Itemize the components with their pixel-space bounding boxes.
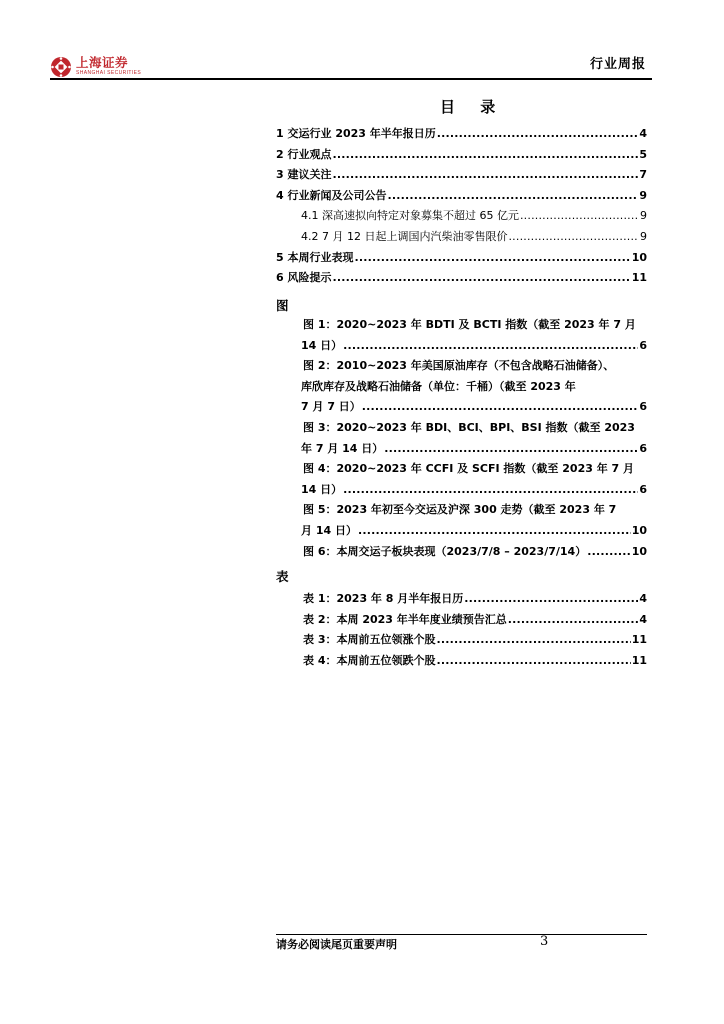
toc-subentry[interactable]	[276, 206, 647, 227]
toc-entry-page: 11	[631, 271, 647, 285]
toc-figures	[276, 315, 647, 562]
disclaimer-note: 请务必阅读尾页重要声明	[276, 938, 397, 951]
table-entry-title: 表 1：2023 年 8 月半年报日历	[303, 592, 464, 605]
figure-entry-page: 6	[639, 482, 647, 496]
toc-entry-page: 5	[639, 147, 647, 161]
figure-entry-title-cont: 14 日）	[301, 482, 343, 496]
figure-entry-title: 图 3：2020~2023 年 BDI、BCI、BPI、BSI 指数（截至 2023	[303, 420, 635, 434]
table-entry-page: 11	[631, 633, 647, 647]
figure-entry-page: 6	[639, 400, 647, 414]
toc-entry[interactable]	[276, 186, 647, 207]
table-entry-page: 4	[639, 612, 647, 626]
toc-entry-label: 4 行业新闻及公司公告	[276, 188, 387, 202]
toc-entry-label: 6 风险提示	[276, 271, 332, 285]
page-header	[50, 50, 652, 80]
figure-entry-page: 10	[631, 544, 647, 558]
toc-entry[interactable]	[276, 165, 647, 186]
table-entry-title: 表 2：本周 2023 年半年度业绩预告汇总	[303, 612, 507, 626]
report-type-label: 行业周报	[589, 57, 646, 72]
figure-entry-title-cont: 7 月 7 日）	[301, 400, 361, 414]
toc-entry[interactable]	[276, 268, 647, 289]
figure-entry-title-cont: 年 7 月 14 日）	[301, 441, 384, 455]
toc-tables	[276, 589, 647, 671]
figure-entry[interactable]	[276, 418, 647, 459]
toc-entry-page: 9	[640, 229, 647, 243]
toc-subentry[interactable]	[276, 227, 647, 248]
table-entry[interactable]	[276, 589, 647, 610]
toc-entry[interactable]	[276, 145, 647, 166]
figure-entry-title-cont: 月 14 日）	[301, 523, 357, 537]
header-divider	[50, 78, 652, 80]
toc-entry-page: 4	[639, 127, 647, 140]
tables-heading: 表	[276, 569, 289, 584]
table-entry[interactable]	[276, 630, 647, 651]
figure-entry-page: 6	[639, 338, 647, 352]
figure-entry[interactable]	[276, 500, 647, 541]
figure-entry-title: 图 5：2023 年初至今交运及沪深 300 走势（截至 2023 年 7	[303, 503, 617, 517]
toc-entry-label: 1 交运行业 2023 年半年报日历	[276, 127, 436, 140]
toc-entry-page: 10	[631, 250, 647, 264]
figure-entry-title: 图 6：本周交运子板块表现（2023/7/8 – 2023/7/14）	[303, 544, 587, 558]
toc-entry-page: 9	[640, 209, 647, 223]
toc-entry-label: 5 本周行业表现	[276, 250, 354, 264]
table-entry[interactable]	[276, 610, 647, 631]
table-entry-page: 4	[639, 592, 647, 605]
figure-entry[interactable]	[276, 542, 647, 563]
page-number: 3	[540, 934, 549, 949]
toc-entry-page: 7	[639, 168, 647, 182]
figures-heading: 图	[276, 298, 289, 313]
figure-entry-page: 10	[631, 523, 647, 537]
toc-entry[interactable]	[276, 124, 647, 145]
table-entry-title: 表 4：本周前五位领跌个股	[303, 653, 436, 667]
table-entry-page: 11	[631, 653, 647, 667]
toc-entry-label: 4.2 7 月 12 日起上调国内汽柴油零售限价	[301, 229, 508, 243]
toc-title: 目 录	[440, 98, 506, 116]
figure-entry-title-cont: 库欣库存及战略石油储备（单位：千桶）（截至 2023 年	[301, 379, 576, 393]
figure-entry-title: 图 2：2010~2023 年美国原油库存（不包含战略石油储备）、	[303, 359, 615, 373]
toc-entry[interactable]	[276, 248, 647, 269]
table-entry-title: 表 3：本周前五位领涨个股	[303, 633, 436, 647]
figure-entry[interactable]	[276, 315, 647, 356]
figure-entry[interactable]	[276, 356, 647, 418]
shanghai-securities-logo-icon	[50, 56, 72, 78]
toc-sections	[276, 124, 647, 289]
logo-chinese-name: 上海证券	[76, 55, 129, 70]
figure-entry-title: 图 4：2020~2023 年 CCFI 及 SCFI 指数（截至 2023 年 7 月	[303, 462, 635, 476]
table-entry[interactable]	[276, 651, 647, 672]
figure-entry-title-cont: 14 日）	[301, 338, 343, 352]
toc-entry-label: 4.1 深高速拟向特定对象募集不超过 65 亿元	[301, 209, 519, 223]
logo-english-name: SHANGHAI SECURITIES	[76, 70, 142, 76]
figure-entry-page: 6	[639, 441, 647, 455]
toc-entry-page: 9	[639, 188, 647, 202]
figure-entry-title: 图 1：2020~2023 年 BDTI 及 BCTI 指数（截至 2023 年 7 月	[303, 318, 636, 331]
figure-entry[interactable]	[276, 459, 647, 500]
toc-entry-label: 2 行业观点	[276, 147, 332, 161]
toc-entry-label: 3 建议关注	[276, 168, 332, 182]
footer-divider	[276, 934, 647, 935]
